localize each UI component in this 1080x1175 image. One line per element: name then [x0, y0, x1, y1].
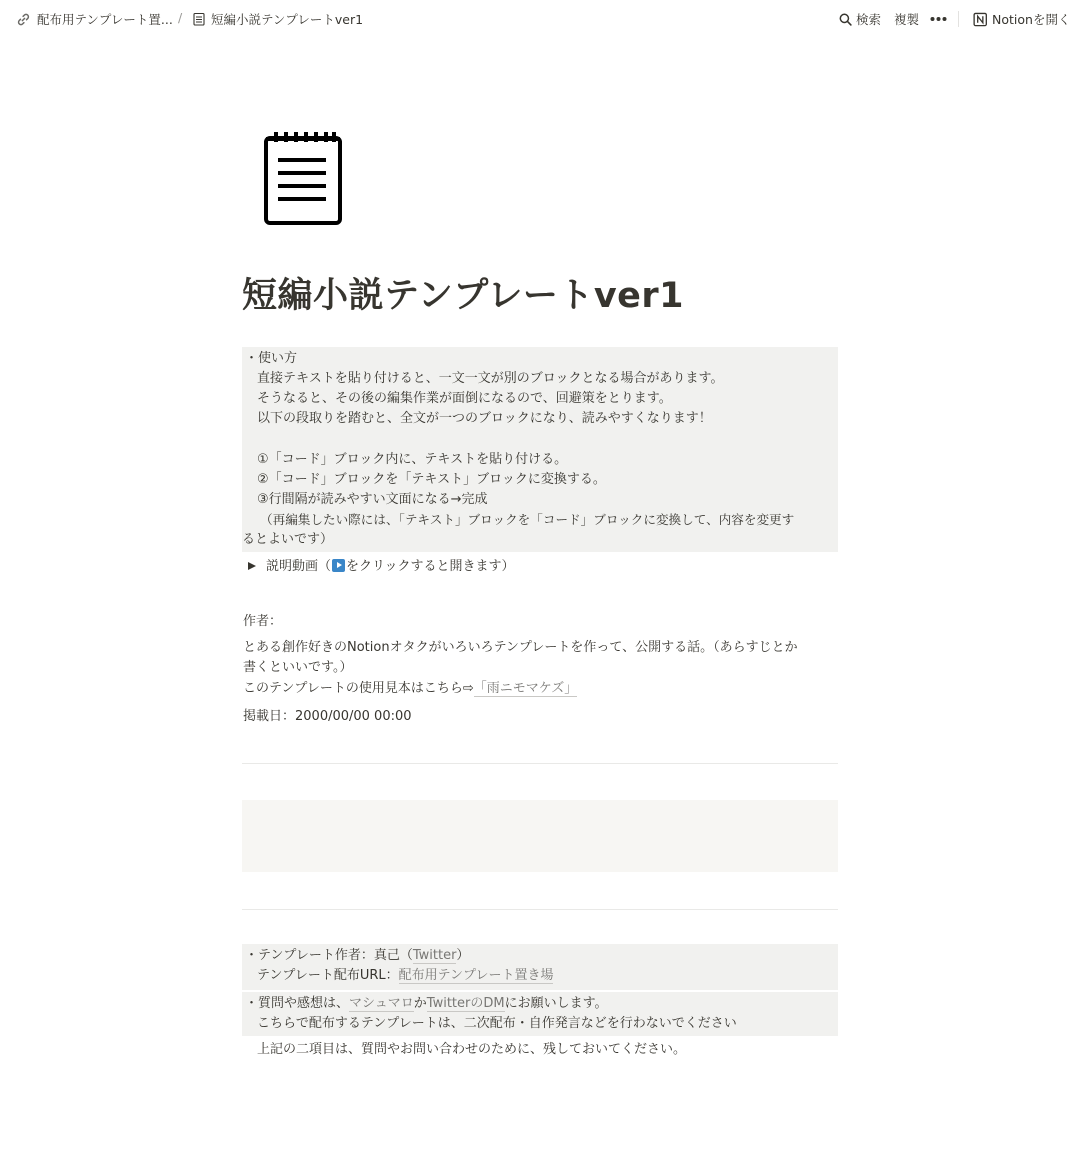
more-button[interactable] — [930, 10, 951, 28]
author-suffix: ） — [456, 948, 470, 963]
notepad-small-icon — [193, 12, 205, 26]
sample-line — [243, 679, 577, 699]
template-author-line — [245, 946, 469, 966]
template-url-line — [257, 966, 553, 986]
breadcrumb-parent-label: 配布用テンプレート置... — [37, 12, 173, 27]
author-prefix: ・テンプレート作者：真己（ — [245, 948, 413, 963]
synopsis-line: 書くといいです。） — [243, 660, 353, 675]
q-suffix: にお願いします。 — [504, 996, 608, 1011]
published-date: 掲載日：2000/00/00 00:00 — [243, 709, 412, 724]
empty-callout-block[interactable] — [242, 800, 838, 872]
callout-line: ①「コード」ブロック内に、テキストを貼り付ける。 — [257, 452, 568, 467]
divider — [242, 909, 838, 910]
search-button[interactable] — [839, 10, 881, 28]
link-icon — [16, 12, 31, 27]
open-notion-label: Notionを開く — [992, 12, 1071, 27]
top-bar — [0, 0, 1080, 38]
twitter-dm-link[interactable]: TwitterのDM — [426, 996, 505, 1011]
notepad-icon[interactable] — [262, 130, 344, 226]
synopsis-line: とある創作好きのNotionオタクがいろいろテンプレートを作って、公開する話。（あらすじとか — [243, 640, 798, 655]
callout-line: ③行間隔が読みやすい文面になる→完成 — [257, 492, 488, 507]
sample-link[interactable]: 「雨ニモマケズ」 — [473, 681, 578, 696]
template-url-link[interactable]: 配布用テンプレート置き場 — [398, 968, 554, 983]
duplicate-label: 複製 — [894, 12, 920, 27]
play-button-icon — [332, 559, 345, 572]
toggle-triangle-icon[interactable] — [248, 562, 256, 570]
callout-line: 以下の段取りを踏むと、全文が一つのブロックになり、読みやすくなります！ — [257, 411, 712, 426]
q-prefix: ・質問や感想は、 — [245, 996, 350, 1011]
breadcrumb-current[interactable] — [193, 10, 363, 28]
more-dots-icon — [930, 16, 947, 22]
author-label: 作者： — [243, 614, 283, 629]
callout-line: ・使い方 — [245, 351, 298, 366]
duplicate-button[interactable] — [894, 10, 919, 28]
callout-line: 直接テキストを貼り付けると、一文一文が別のブロックとなる場合があります。 — [257, 371, 724, 386]
twitter-link[interactable]: Twitter — [412, 948, 457, 963]
notion-logo-icon — [973, 12, 988, 27]
toggle-label-after: をクリックすると開きます） — [346, 559, 515, 574]
callout-line: るとよいです） — [242, 532, 334, 547]
open-notion-button[interactable] — [973, 10, 1070, 28]
q-mid: か — [413, 996, 427, 1011]
contact-callout[interactable] — [242, 992, 838, 1036]
page-title[interactable]: 短編小説テンプレートver1 — [242, 276, 685, 316]
breadcrumb-current-label: 短編小説テンプレートver1 — [211, 12, 364, 27]
author-info-callout[interactable] — [242, 944, 838, 990]
search-label: 検索 — [856, 12, 882, 27]
usage-callout[interactable] — [242, 347, 838, 552]
callout-line: （再編集したい際には、「テキスト」ブロックを「コード」ブロックに変換して、内容を変更す — [260, 512, 795, 527]
breadcrumb-parent[interactable] — [16, 10, 173, 28]
video-toggle[interactable] — [266, 557, 515, 577]
breadcrumb-separator: / — [178, 10, 183, 25]
marshmallow-link[interactable]: マシュマロ — [349, 996, 414, 1011]
contact-line — [245, 994, 608, 1014]
toolbar-divider — [958, 11, 959, 27]
url-prefix: テンプレート配布URL： — [257, 968, 399, 983]
keep-note: 上記の二項目は、質問やお問い合わせのために、残しておいてください。 — [257, 1042, 687, 1057]
search-icon — [839, 13, 852, 26]
sample-prefix: このテンプレートの使用見本はこちら⇨ — [243, 681, 474, 696]
callout-line: ②「コード」ブロックを「テキスト」ブロックに変換する。 — [257, 472, 606, 487]
toggle-label-before: 説明動画（ — [266, 559, 332, 574]
notice-line: こちらで配布するテンプレートは、二次配布・自作発言などを行わないでください — [257, 1016, 737, 1031]
divider — [242, 763, 838, 764]
callout-line: そうなると、その後の編集作業が面倒になるので、回避策をとります。 — [257, 391, 672, 406]
